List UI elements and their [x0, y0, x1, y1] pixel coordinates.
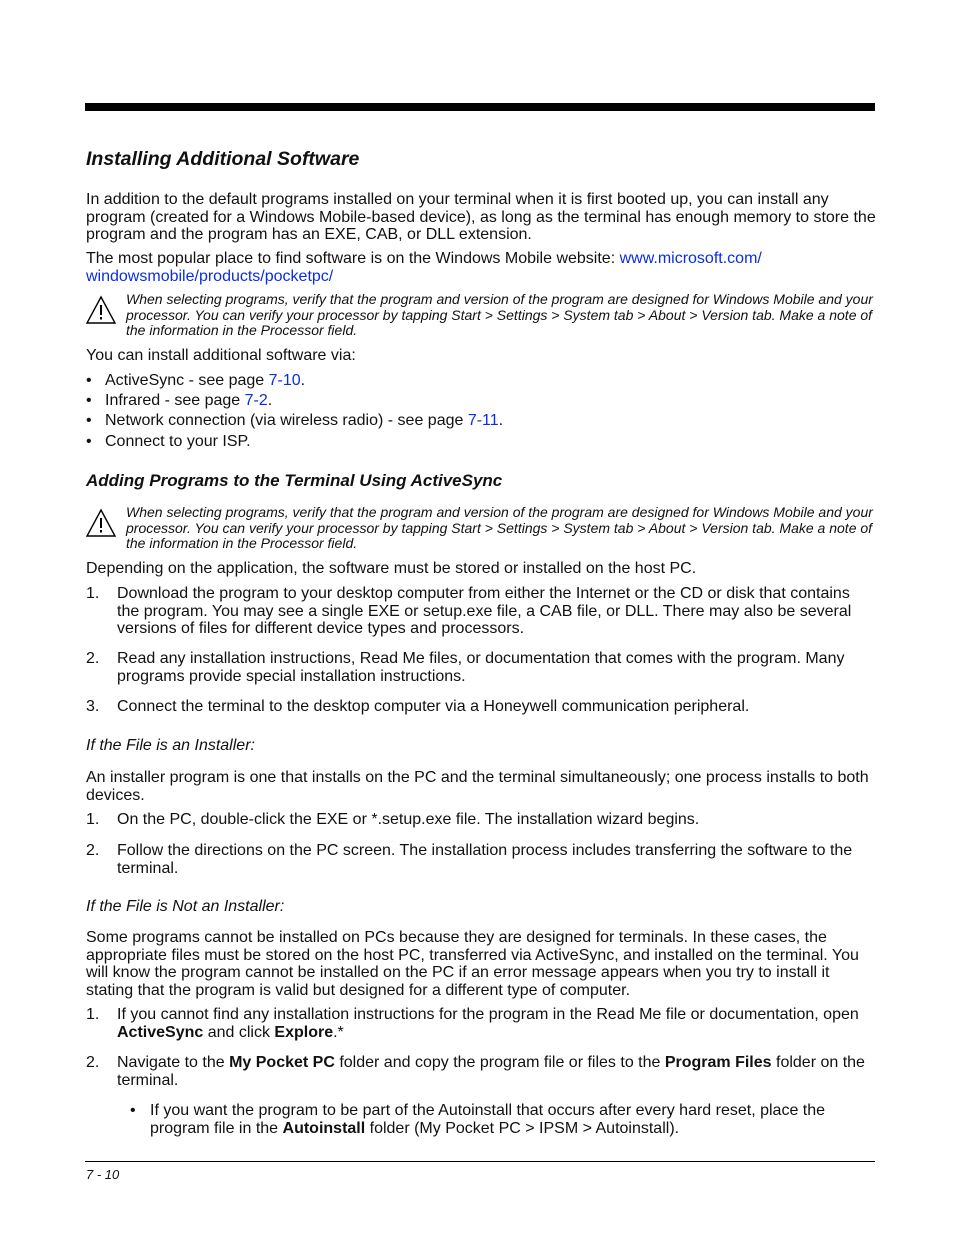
bullet-icon: • — [86, 412, 92, 429]
section-heading: Adding Programs to the Terminal Using ActiveSync — [86, 471, 503, 490]
activesync-label: ActiveSync — [117, 1023, 204, 1041]
page-link[interactable]: 7-10 — [268, 372, 301, 389]
website-link[interactable]: www.microsoft.com/ windowsmobile/products/pocketpc/ — [86, 250, 762, 285]
caution-note: When selecting programs, verify that the program and version of the program are designed for Windows Mobile and your processor. You can verify your processor by tapping Start > Settings > System tab > About > Version tab. Make a note of the information in the Processor field. — [126, 504, 873, 551]
not-installer-paragraph: Some programs cannot be installed on PCs because they are designed for terminals. In these cases, the appropriate files must be stored on the host PC, transferred via ActiveSync, and installed on the terminal. You will know the program cannot be installed on the PC if an error message appears when you try to install it stating that the program is valid but designed for a different type of computer. — [86, 929, 859, 999]
top-rule — [85, 103, 875, 111]
installer-heading: If the File is an Installer: — [86, 737, 255, 754]
caution-note: When selecting programs, verify that the program and version of the program are designed for Windows Mobile and your processor. You can verify your processor by tapping Start > Settings > System tab > About > Version tab. Make a note of the information in the Processor field. — [126, 291, 873, 338]
explore-label: Explore — [274, 1023, 334, 1041]
installer-paragraph: An installer program is one that installs on the PC and the terminal simultaneously; one process installs to both devices. — [86, 769, 869, 804]
depending-text: Depending on the application, the software must be stored or installed on the host PC. — [86, 560, 697, 577]
bullet-icon: • — [86, 392, 92, 409]
page-link[interactable]: 7-11 — [467, 412, 499, 429]
footer-rule — [85, 1161, 875, 1162]
program-files-label: Program Files — [664, 1054, 772, 1071]
page-link[interactable]: 7-2 — [244, 392, 268, 409]
autoinstall-label: Autoinstall — [282, 1119, 366, 1137]
intro-paragraph: In addition to the default programs installed on your terminal when it is first booted up, you can install any program (created for a Windows Mobile-based device), as long as the terminal has enough memory to store the program and the program has an EXE, CAB, or DLL extension. — [86, 191, 876, 243]
not-installer-heading: If the File is Not an Installer: — [86, 898, 285, 915]
website-text: The most popular place to find software is on the Windows Mobile website: — [86, 250, 620, 267]
page-number: 7 - 10 — [86, 1167, 120, 1182]
website-paragraph — [86, 250, 876, 285]
bullet-icon: • — [130, 1102, 136, 1119]
caution-icon — [85, 508, 117, 538]
bullet-icon: • — [86, 372, 92, 389]
caution-icon — [85, 295, 117, 325]
install-via-text: You can install additional software via: — [86, 347, 356, 364]
my-pocket-pc-label: My Pocket PC — [229, 1054, 335, 1071]
page-heading: Installing Additional Software — [86, 148, 360, 170]
bullet-icon: • — [86, 433, 92, 450]
